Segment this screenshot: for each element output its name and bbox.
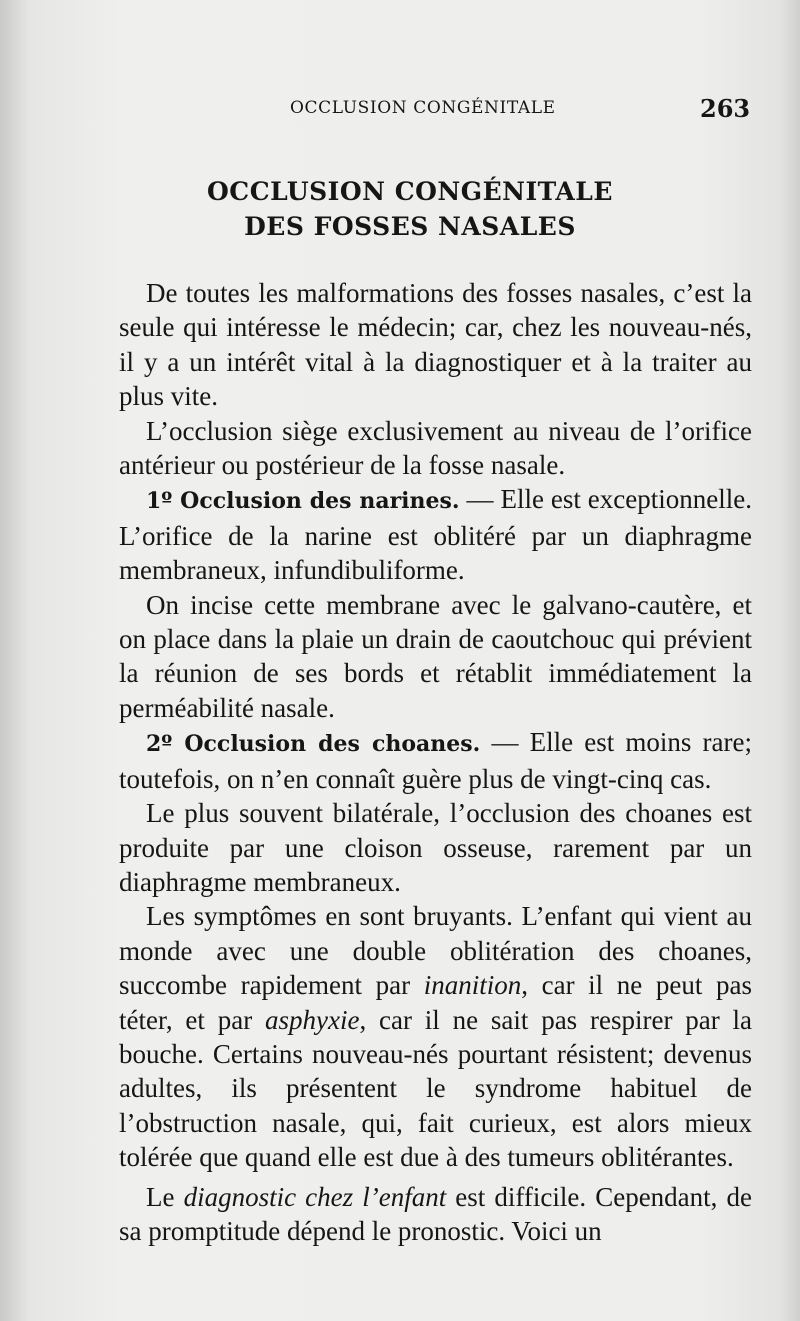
page-number: 263 — [700, 94, 751, 123]
running-head: OCCLUSION CONGÉNITALE — [290, 98, 556, 118]
paragraph-7-text-a: Les symptômes en sont bruyants. L’enfant qui vient au monde avec une double oblitération des choanes, succombe rapidement par — [119, 901, 752, 1001]
paragraph-1: De toutes les malformations des fosses nasales, c’est la seule qui intéresse le médecin; car, chez les nouveau-nés, il y a un intérêt vital à la diagnostiquer et à la traiter au plus vite. — [119, 278, 752, 412]
paragraph-8-text-a: Le — [146, 1181, 184, 1212]
term-inanition: inanition — [423, 970, 522, 1001]
paragraph-2: L’occlusion siège exclusivement au niveau de l’orifice antérieur ou postérieur de la fosse nasale. — [119, 415, 752, 481]
paragraph-3-text: — Elle est exceptionnelle. L’orifice de la narine est oblitéré par un diaphragme membraneux, infundibuliforme. — [119, 484, 752, 586]
section-heading-narines: 1º Occlusion des narines. — [146, 488, 460, 515]
paragraph-5 — [119, 725, 752, 796]
paragraph-6: Le plus souvent bilatérale, l’occlusion des choanes est produite par une cloison osseuse, rarement par un diaphragme membraneux. — [119, 798, 752, 897]
term-asphyxie: asphyxie — [265, 1004, 360, 1035]
paragraph-5-text: — Elle est moins rare; toutefois, on n’en connaît guère plus de vingt-cinq cas. — [119, 727, 752, 794]
paragraph-8-text-b: est difficile. Cependant, de sa promptitude dépend le pronostic. Voici un — [119, 1181, 752, 1246]
section-heading-choanes: 2º Occlusion des choanes. — [146, 731, 481, 758]
chapter-title-line-1: OCCLUSION CONGÉNITALE — [207, 177, 613, 206]
paragraph-4: On incise cette membrane avec le galvano-cautère, et on place dans la plaie un drain de caoutchouc qui prévient la réunion de ses bords et rétablit immédiatement la perméabilité nasale. — [119, 589, 752, 723]
paragraph-7 — [119, 899, 752, 1174]
body-text — [119, 276, 752, 1248]
chapter-title-line-2: DES FOSSES NASALES — [244, 212, 576, 241]
paragraph-8 — [119, 1180, 752, 1249]
paragraph-7-text-b: , car il ne peut pas téter, et par — [119, 970, 752, 1035]
term-diagnostic: diagnostic chez l’enfant — [183, 1181, 447, 1212]
paragraph-3 — [119, 482, 752, 587]
paragraph-7-text-c: , car il ne sait pas respirer par la bouche. Certains nouveau-nés pourtant résistent; devenus adultes, ils présentent le syndrome habituel de l’obstruction nasale, qui, fait curieux, est alors mieux tolérée que quand elle est due à des tumeurs oblitérantes. — [119, 1004, 753, 1173]
